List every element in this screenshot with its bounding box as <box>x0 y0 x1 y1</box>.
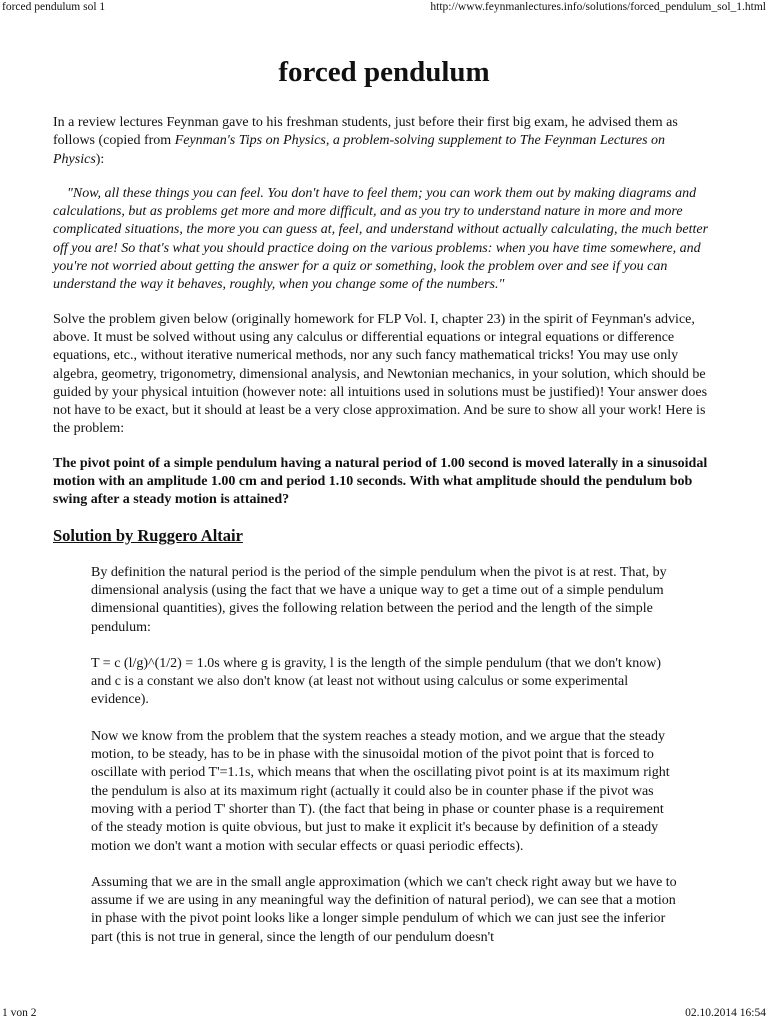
intro-text-before: In a review lectures Feynman gave to his freshman students, just before their first big exam, he advised them as follows (copied from <box>53 115 678 149</box>
solution-paragraph: T = c (l/g)^(1/2) = 1.0s where g is gravity, l is the length of the simple pendulum (that we don't know) and c is a constant we also don't know (at least not without using calculus or some experimental evidence). <box>91 655 662 708</box>
instructions-paragraph: Solve the problem given below (originally homework for FLP Vol. I, chapter 23) in the spirit of Feynman's advice, above. It must be solved without using any calculus or differential equations or integral equations or difference equations, etc., without iterative numerical methods, nor any such fancy mathematical tricks! You may use only algebra, geometry, trigonometry, dimensional analysis, and Newtonian mechanics, in your solution, which should be guided by your physical intuition (however note: all intuitions used in solutions must be justified)! Your answer does not have to be exact, but it should at least be a very close approximation. And be sure to show all your work! Here is the problem: <box>53 311 708 437</box>
page-title: forced pendulum <box>278 56 490 88</box>
solution-heading: Solution by Ruggero Altair <box>53 525 243 545</box>
problem-statement: The pivot point of a simple pendulum having a natural period of 1.00 second is moved laterally in a sinusoidal motion with an amplitude 1.00 cm and period 1.10 seconds. With what amplitude should the pendulum bob swing after a steady motion is attained? <box>53 455 708 508</box>
solution-paragraph: Assuming that we are in the small angle approximation (which we can't check right away but we have to assume if we are using in any meaningful way the definition of natural period), we can see that a motion in phase with the pivot point looks like a longer simple pendulum of which we can just see the inferior part (this is not true in general, since the length of our pendulum doesn't <box>91 874 677 945</box>
intro-source-title: Feynman's Tips on Physics, a problem-solving supplement to The Feynman Lectures on Physics <box>53 133 666 167</box>
footer-datetime: 02.10.2014 16:54 <box>685 1007 766 1019</box>
article-content <box>53 114 715 965</box>
solution-body <box>91 564 677 947</box>
footer-page-number: 1 von 2 <box>2 1007 37 1019</box>
solution-paragraph: Now we know from the problem that the system reaches a steady motion, and we argue that the steady motion, to be steady, has to be in phase with the sinusoidal motion of the pivot point that is forced to oscillate with period T'=1.1s, which means that when the oscillating pivot point is at its maximum right the pendulum is also at its maximum right (actually it could also be in counter phase if the pivot was moving with a period T' shorter than T). (the fact that being in phase or counter phase is a requirement of the steady motion is quite obvious, but just to make it explicit it's because by definition of a steady motion we don't want a motion with secular effects or quasi periodic effects). <box>91 728 670 854</box>
header-url: http://www.feynmanlectures.info/solutions/forced_pendulum_sol_1.html <box>430 1 766 13</box>
print-footer <box>0 1006 768 1022</box>
intro-text-after: ): <box>95 151 105 167</box>
intro-paragraph <box>53 114 715 169</box>
feynman-quote: "Now, all these things you can feel. You don't have to feel them; you can work them out by making diagrams and calculations, but as problems get more and more difficult, and as you try to understand nature in more and more complicated situations, the more you can guess at, feel, and understand without actually calculating, the much better off you are! So that's what you should practice doing on the various problems: when you have time somewhere, and you're not worried about getting the answer for a quiz or something, look the problem over and see if you can understand the way it behaves, roughly, when you change some of the numbers." <box>53 185 709 293</box>
header-page-title: forced pendulum sol 1 <box>2 1 106 13</box>
solution-paragraph: By definition the natural period is the period of the simple pendulum when the pivot is at rest. That, by dimensional analysis (using the fact that we have a unique way to get a time out of a simple pendulum dimensional quantities), gives the following relation between the period and the length of the simple pendulum: <box>91 564 667 635</box>
